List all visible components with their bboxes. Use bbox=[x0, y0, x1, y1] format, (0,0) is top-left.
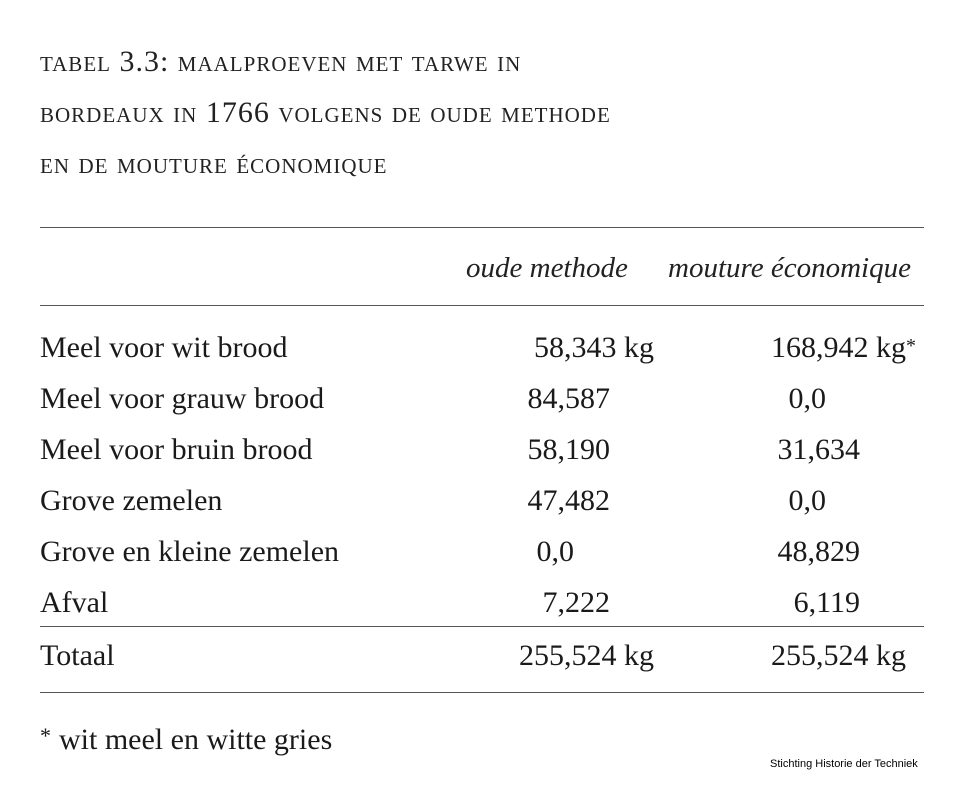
footnote-text: wit meel en witte gries bbox=[59, 723, 333, 756]
table-row bbox=[0, 481, 965, 531]
asterisk-mark: * bbox=[906, 335, 916, 357]
header-rule bbox=[40, 305, 924, 306]
oude-value: 0,0 bbox=[536, 535, 574, 568]
table-caption bbox=[40, 36, 940, 189]
row-label: Meel voor bruin brood bbox=[40, 433, 313, 466]
table-row bbox=[0, 328, 965, 378]
total-oude-value: 255,524 kg bbox=[519, 639, 654, 672]
credit-text: Stichting Historie der Techniek bbox=[770, 758, 918, 770]
mouture-value: 0,0 bbox=[788, 382, 826, 415]
total-rule bbox=[40, 626, 924, 627]
caption-line-1: tabel 3.3: maalproeven met tarwe in bbox=[40, 45, 522, 78]
bottom-rule bbox=[40, 692, 924, 693]
caption-line-3: en de mouture économique bbox=[40, 147, 388, 180]
column-header-mouture-economique: mouture économique bbox=[668, 252, 911, 284]
row-label: Afval bbox=[40, 586, 109, 619]
row-label: Meel voor grauw brood bbox=[40, 382, 325, 415]
mouture-value: 31,634 bbox=[777, 433, 860, 466]
oude-value: 47,482 bbox=[527, 484, 610, 517]
total-row bbox=[0, 636, 965, 686]
oude-value: 58,343 kg bbox=[534, 331, 654, 364]
column-header-oude-methode: oude methode bbox=[466, 252, 628, 284]
table-row bbox=[0, 532, 965, 582]
total-mouture-value: 255,524 kg bbox=[771, 639, 906, 672]
row-label: Meel voor wit brood bbox=[40, 331, 288, 364]
oude-value: 58,190 bbox=[527, 433, 610, 466]
caption-line-2: bordeaux in 1766 volgens de oude methode bbox=[40, 96, 611, 129]
footnote bbox=[40, 716, 332, 760]
footnote-asterisk: * bbox=[40, 723, 51, 748]
row-label: Grove en kleine zemelen bbox=[40, 535, 340, 568]
total-label: Totaal bbox=[40, 639, 115, 672]
mouture-value: 48,829 bbox=[777, 535, 860, 568]
oude-value: 7,222 bbox=[542, 586, 610, 619]
mouture-value: 0,0 bbox=[788, 484, 826, 517]
table-row bbox=[0, 430, 965, 480]
row-label: Grove zemelen bbox=[40, 484, 223, 517]
mouture-value: 6,119 bbox=[793, 586, 860, 619]
top-rule bbox=[40, 227, 924, 228]
table-row bbox=[0, 379, 965, 429]
mouture-value: 168,942 kg bbox=[771, 331, 906, 364]
oude-value: 84,587 bbox=[527, 382, 610, 415]
